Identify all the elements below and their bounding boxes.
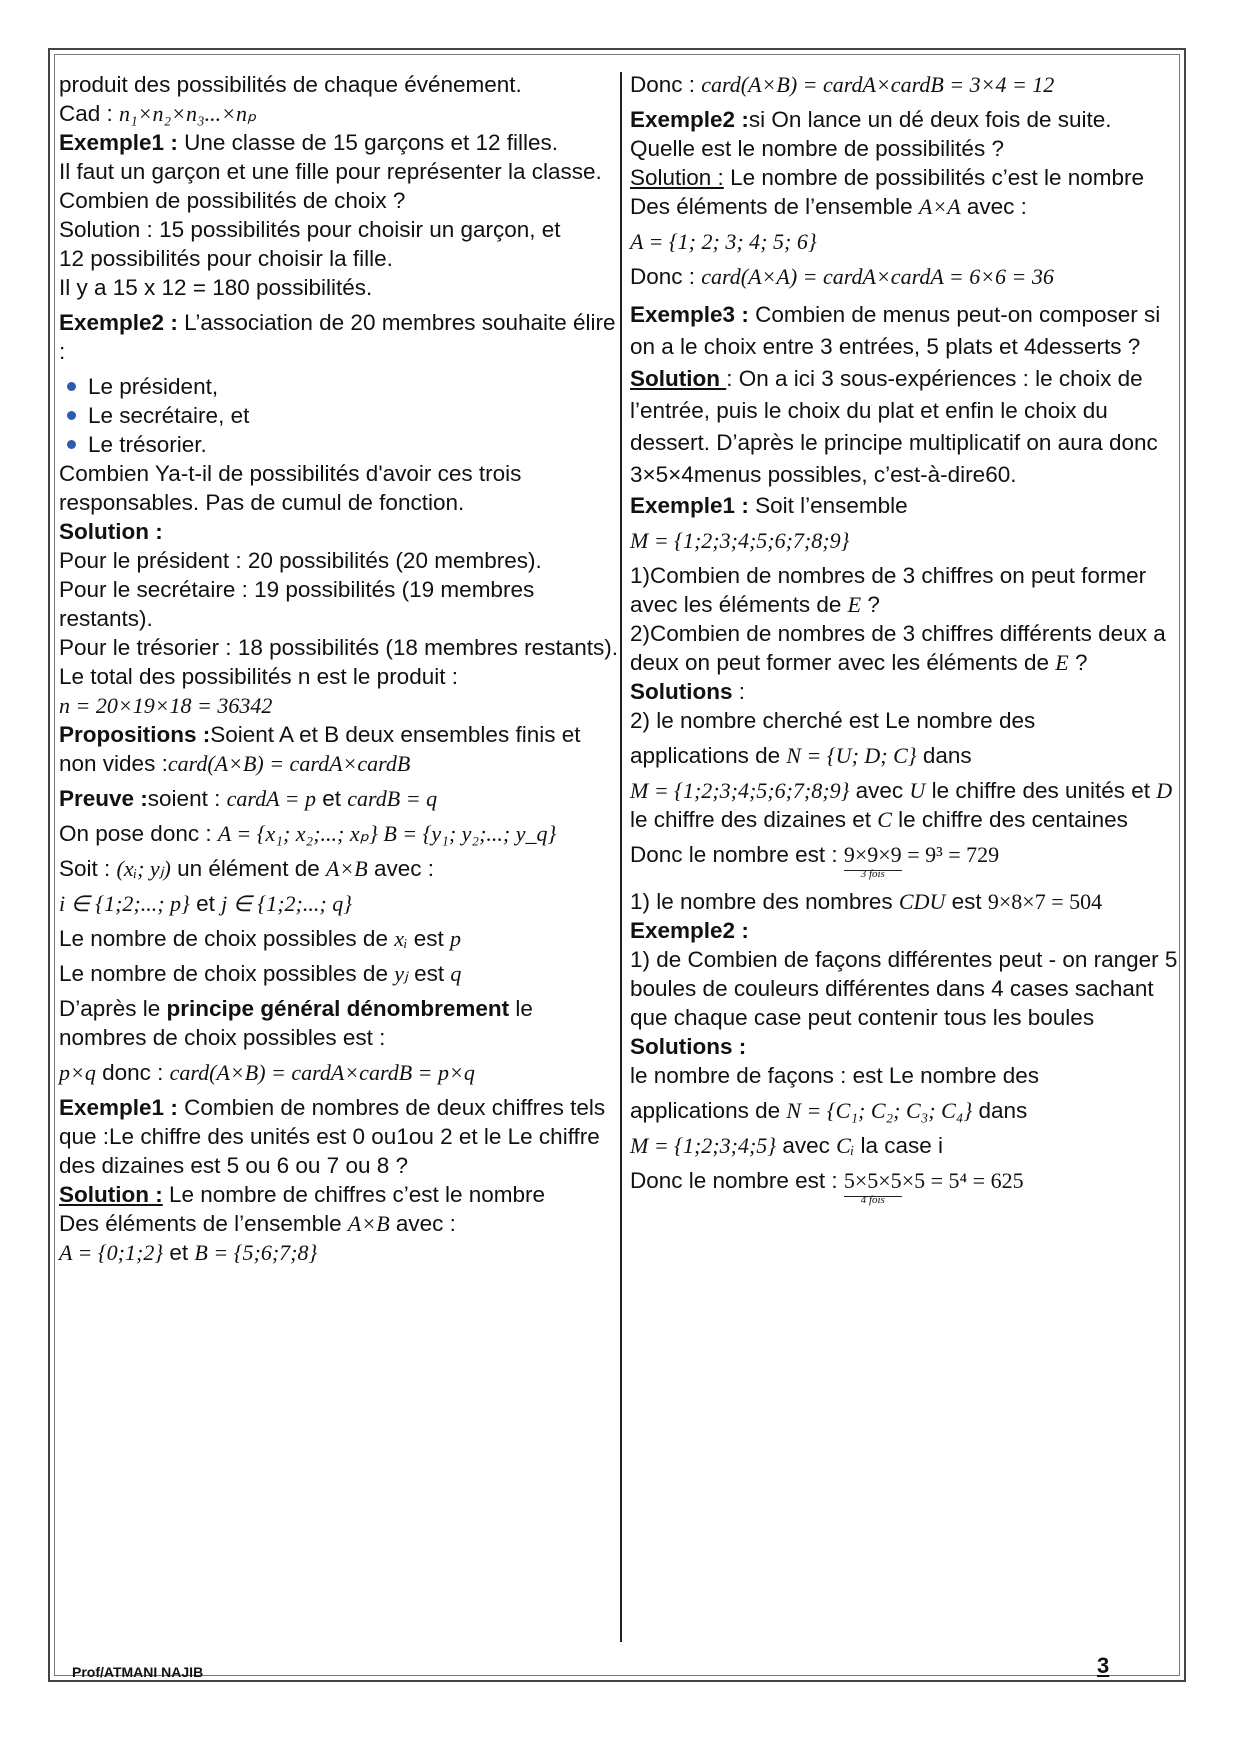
example2b-heading: Exemple2 : xyxy=(630,918,749,943)
underbrace: 9×9×9 3 fois xyxy=(843,842,902,880)
sets-ab: A = {0;1;2} et B = {5;6;7;8} xyxy=(59,1240,318,1265)
column-divider xyxy=(620,72,622,1642)
soit-element: Soit : (xᵢ; yⱼ) un élément de A×B avec : xyxy=(59,856,434,881)
author-footer: Prof/ATMANI NAJIB xyxy=(72,1664,204,1680)
facons-line1: le nombre de façons : est Le nombre des xyxy=(630,1063,1039,1088)
bullet-item: Le trésorier. xyxy=(59,430,619,459)
example1b: Exemple1 : Combien de nombres de deux chiffres tels que :Le chiffre des unités est 0 ou1ou 2 et le Le chiffre des dizaines est 5 ou 6 ou 7 ou 8 ? xyxy=(59,1095,606,1178)
example1-solution: Solution : 15 possibilités pour choisir un garçon, et xyxy=(59,217,561,242)
example1-question: Combien de possibilités de choix ? xyxy=(59,188,406,213)
bullet-icon xyxy=(67,411,76,420)
solution3: Solution : On a ici 3 sous-expériences : le choix de l’entrée, puis le choix du plat et enfin le choix du dessert. D’après le principe multiplicatif on aura donc 3×5×4menus possibles, c’est-à-dire60. xyxy=(630,366,1158,487)
preuve: Preuve :soient : cardA = p et cardB = q xyxy=(59,786,438,811)
total-formula: n = 20×19×18 = 36342 xyxy=(59,693,273,718)
bullet-item: Le président, xyxy=(59,372,619,401)
choix-x: Le nombre de choix possibles de xᵢ est p xyxy=(59,926,461,951)
solutions-heading: Solutions : xyxy=(630,679,746,704)
set-m: M = {1;2;3;4;5;6;7;8;9} xyxy=(630,528,850,553)
result-625: Donc le nombre est : 5×5×5 4 fois ×5 = 5⁴ = 625 xyxy=(630,1168,1024,1206)
elements-ensemble: Des éléments de l’ensemble A×A avec : xyxy=(630,194,1027,219)
example2-heading: Exemple2 : L’association de 20 membres souhaite élire : xyxy=(59,310,616,364)
example1-result: Il y a 15 x 12 = 180 possibilités. xyxy=(59,275,373,300)
example2-question: Combien Ya-t-il de possibilités d'avoir ces trois responsables. Pas de cumul de fonction. xyxy=(59,461,522,515)
cad-line: Cad : n₁×n₂×n₃...×nₚ xyxy=(59,101,257,126)
elements-ensemble: Des éléments de l’ensemble A×B avec : xyxy=(59,1211,456,1236)
example1-line5: 12 possibilités pour choisir la fille. xyxy=(59,246,393,271)
udc-definition: M = {1;2;3;4;5;6;7;8;9} avec U le chiffre des unités et D le chiffre des dizaines et C le chiffre des centaines xyxy=(630,778,1173,832)
example1-line2: Il faut un garçon et une fille pour représenter la classe. xyxy=(59,159,602,184)
example1-heading: Exemple1 : Soit l’ensemble xyxy=(630,493,908,518)
question2: 2)Combien de nombres de 3 chiffres différents deux a deux on peut former avec les éléments de E ? xyxy=(630,621,1166,675)
index-sets: i ∈ {1;2;...; p} et j ∈ {1;2;...; q} xyxy=(59,891,352,916)
choix-y: Le nombre de choix possibles de yⱼ est q xyxy=(59,961,462,986)
bullet-icon xyxy=(67,440,76,449)
left-column xyxy=(59,70,619,1267)
example3-block xyxy=(630,299,1180,491)
right-column xyxy=(630,70,1180,1206)
pq-formula: p×q donc : card(A×B) = cardA×cardB = p×q xyxy=(59,1060,475,1085)
secretaire-line: Pour le secrétaire : 19 possibilités (19 membres restants). xyxy=(59,577,535,631)
example2b-text: 1) de Combien de façons différentes peut - on ranger 5 boules de couleurs différentes dans 4 cases sachant que chaque case peut contenir tous les boules xyxy=(630,947,1178,1030)
solution-line: Solution : Le nombre de possibilités c’est le nombre xyxy=(630,165,1145,190)
example1-heading: Exemple1 : Une classe de 15 garçons et 12 filles. xyxy=(59,130,559,155)
solutions2-heading: Solutions : xyxy=(630,1034,747,1059)
on-pose-donc: On pose donc : A = {x₁; x₂;...; xₚ} B = {y₁; y₂;...; y_q} xyxy=(59,821,557,846)
intro-line: produit des possibilités de chaque événement. xyxy=(59,72,522,97)
solution-heading: Solution : xyxy=(59,519,163,544)
applications-c: applications de N = {C₁; C₂; C₃; C₄} dans xyxy=(630,1098,1028,1123)
propositions: Propositions :Soient A et B deux ensembles finis et non vides :card(A×B) = cardA×cardB xyxy=(59,722,581,776)
principe-general: D’après le principe général dénombrement le nombres de choix possibles est : xyxy=(59,996,533,1050)
result-504: 1) le nombre des nombres CDU est 9×8×7 = 504 xyxy=(630,889,1103,914)
set-a: A = {1; 2; 3; 4; 5; 6} xyxy=(630,229,817,254)
tresorier-line: Pour le trésorier : 18 possibilités (18 membres restants). xyxy=(59,635,618,660)
applications-ndc: applications de N = {U; D; C} dans xyxy=(630,743,972,768)
example2-question: Quelle est le nombre de possibilités ? xyxy=(630,136,1004,161)
total-line: Le total des possibilités n est le produit : xyxy=(59,664,458,689)
solution2: Solution : Le nombre de chiffres c’est le nombre xyxy=(59,1182,546,1207)
bullet-item: Le secrétaire, et xyxy=(59,401,619,430)
set-m5: M = {1;2;3;4;5} avec Cᵢ la case i xyxy=(630,1133,944,1158)
result-729: Donc le nombre est : 9×9×9 3 fois = 9³ = 729 xyxy=(630,842,1000,880)
example3: Exemple3 : Combien de menus peut-on composer si on a le choix entre 3 entrées, 5 plats et 4desserts ? xyxy=(630,302,1161,359)
donc-card-ab: Donc : card(A×B) = cardA×cardB = 3×4 = 12 xyxy=(630,72,1055,97)
bullet-icon xyxy=(67,382,76,391)
underbrace: 5×5×5 4 fois xyxy=(843,1168,902,1206)
donc-card-aa: Donc : card(A×A) = cardA×cardA = 6×6 = 36 xyxy=(630,264,1054,289)
example2-heading: Exemple2 :si On lance un dé deux fois de suite. xyxy=(630,107,1112,132)
president-line: Pour le président : 20 possibilités (20 membres). xyxy=(59,548,542,573)
page-number: 3 xyxy=(1097,1653,1110,1678)
solution2-line1: 2) le nombre cherché est Le nombre des xyxy=(630,708,1036,733)
question1: 1)Combien de nombres de 3 chiffres on peut former avec les éléments de E ? xyxy=(630,563,1147,617)
